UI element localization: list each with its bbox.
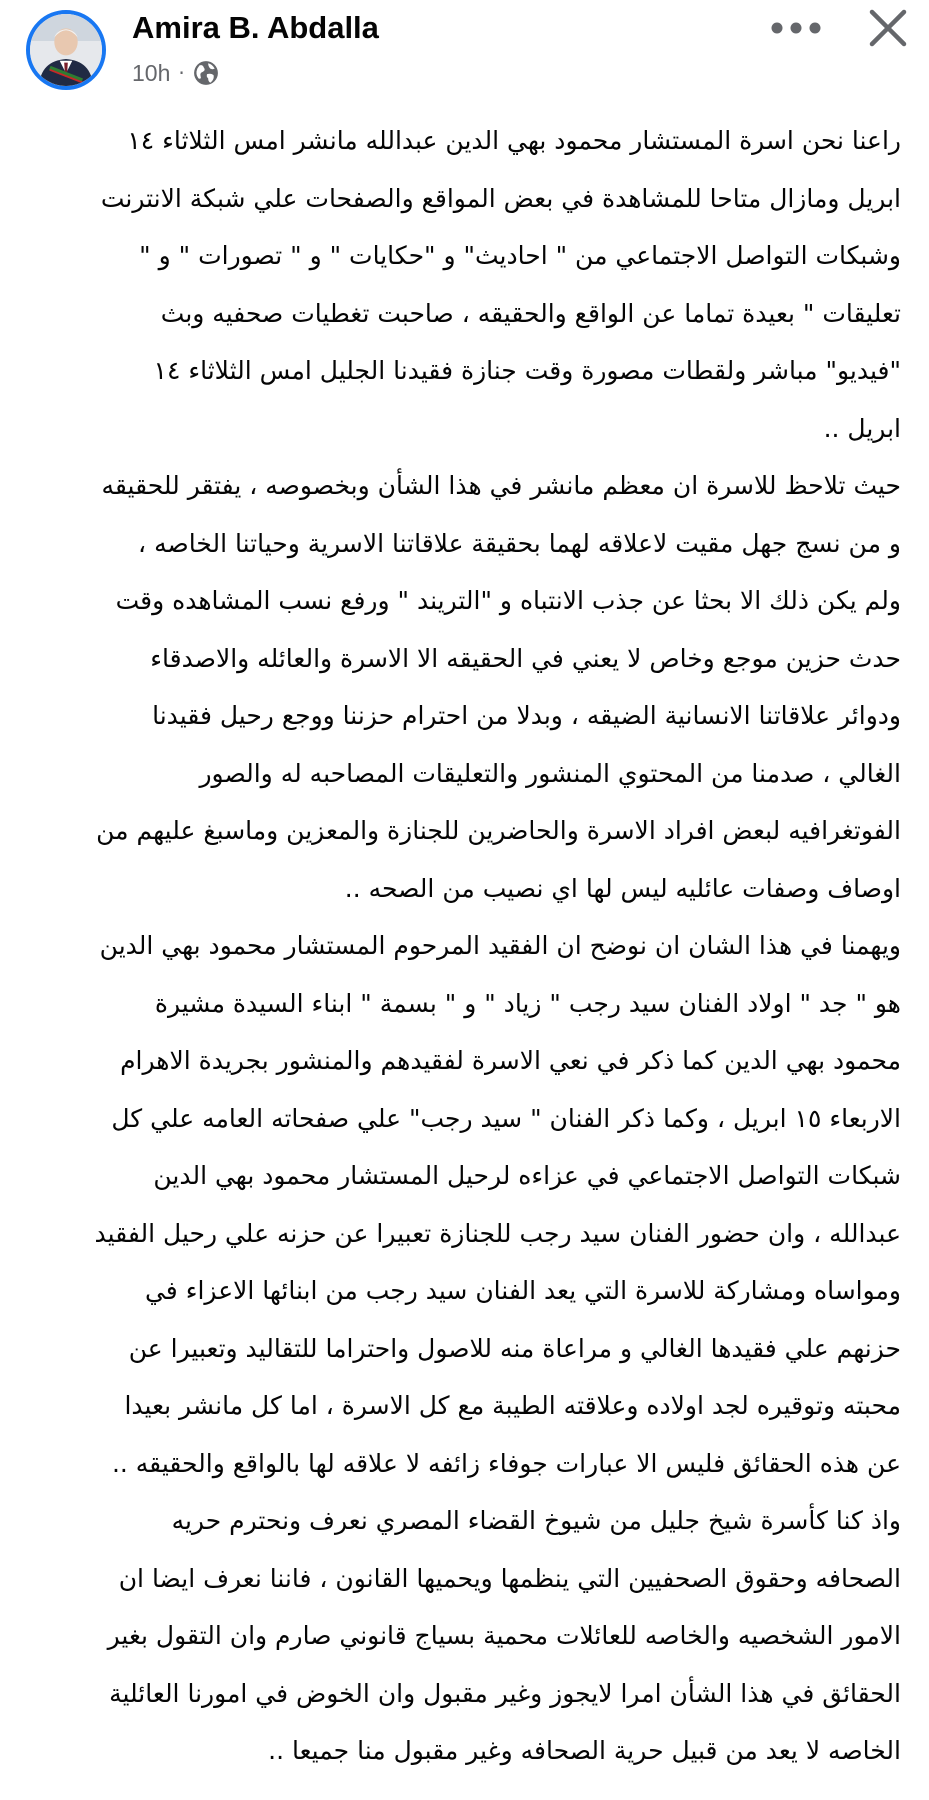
post-meta (132, 58, 219, 88)
post-text-line: ولم يكن ذلك الا بحثا عن جذب الانتباه و "التريند " ورفع نسب المشاهده وقت (115, 586, 901, 615)
globe-icon[interactable] (193, 60, 219, 86)
post-text-line: محمود بهي الدين كما ذكر في نعي الاسرة لفقيدهم والمنشور بجريدة الاهرام (120, 1046, 901, 1075)
post-text-line: حزنهم علي فقيدها الغالي و مراعاة منه للاصول واحتراما للتقاليد وتعبيرا عن (128, 1333, 901, 1363)
post-text-line: ومواساه ومشاركة للاسرة التي يعد الفنان سيد رجب من ابنائها الاعزاء في (144, 1276, 901, 1305)
post-text-line: الصحافه وحقوق الصحفيين التي ينظمها ويحميها القانون ، فاننا نعرف ايضا ان (118, 1563, 901, 1593)
post-text-line: عن هذه الحقائق فليس الا عبارات جوفاء زائفه لا علاقه لها بالواقع والحقيقه .. (111, 1448, 901, 1478)
post-text-line: الخاصه لا يعد من قبيل حرية الصحافه وغير مقبول منا جميعا .. (268, 1736, 901, 1765)
post-text-line: ابريل .. (823, 413, 901, 443)
meta-separator: · (178, 61, 185, 85)
author-name[interactable]: Amira B. Abdalla (132, 10, 379, 45)
post-text-line: "فيديو" مباشر ولقطات مصورة وقت جنازة فقيدنا الجليل امس الثلاثاء ١٤ (153, 356, 901, 385)
more-options-button[interactable] (764, 6, 828, 50)
avatar-photo (30, 14, 102, 86)
post-text-line: راعنا نحن اسرة المستشار محمود بهي الدين عبدالله مانشر امس الثلاثاء ١٤ (127, 126, 901, 155)
post-body (28, 112, 901, 1780)
post-text-line: الفوتغرافيه لبعض افراد الاسرة والحاضرين للجنازة والمعزين وماسبغ عليهم من (96, 816, 901, 845)
post-text-line: ابريل ومازال متاحا للمشاهدة في بعض المواقع والصفحات علي شبكة الانترنت (100, 183, 901, 213)
post-text-line: الاربعاء ١٥ ابريل ، وكما ذكر الفنان " سيد رجب" علي صفحاته العامه علي كل (111, 1103, 901, 1133)
post-text-line: محبته وتوقيره لجد اولاده وعلاقته الطيبة مع كل الاسرة ، اما كل مانشر بعيدا (124, 1391, 901, 1420)
ellipsis-icon (770, 21, 822, 35)
close-icon (868, 8, 908, 48)
post-text-line: شبكات التواصل الاجتماعي في عزاءه لرحيل المستشار محمود بهي الدين (153, 1161, 901, 1190)
post-text-line: تعليقات " بعيدة تماما عن الواقع والحقيقه ، صاحبت تغطيات صحفيه وبث (160, 298, 901, 328)
post-text-line: ودوائر علاقاتنا الانسانية الضيقه ، وبدلا من احترام حزننا ووجع رحيل فقيدنا (152, 701, 901, 730)
post-text-line: اوصاف وصفات عائليه ليس لها اي نصيب من الصحه .. (344, 873, 901, 903)
post-text-line: عبدالله ، وان حضور الفنان سيد رجب للجنازة تعبيرا عن حزنه علي رحيل الفقيد (94, 1218, 901, 1248)
post-header (0, 0, 929, 110)
author-avatar[interactable] (26, 10, 106, 90)
post-text-line: حيث تلاحظ للاسرة ان معظم مانشر في هذا الشأن وبخصوصه ، يفتقر للحقيقه (101, 471, 901, 500)
post-timestamp[interactable]: 10h (132, 59, 171, 86)
post-text-line: الامور الشخصيه والخاصه للعائلات محمية بسياج قانوني صارم وان التقول بغير (107, 1621, 901, 1650)
post-text-line: حدث حزين موجع وخاص لا يعني في الحقيقه الا الاسرة والعائله والاصدقاء (150, 643, 901, 673)
post-text-line: ويهمنا في هذا الشان ان نوضح ان الفقيد المرحوم المستشار محمود بهي الدين (99, 931, 901, 960)
post-text-line: و من نسج جهل مقيت لاعلاقه لهما بحقيقة علاقاتنا الاسرية وحياتنا الخاصه ، (138, 528, 901, 558)
post-text-line: الغالي ، صدمنا من المحتوي المنشور والتعليقات المصاحبه له والصور (199, 758, 901, 788)
post-text-line: واذ كنا كأسرة شيخ جليل من شيوخ القضاء المصري نعرف ونحترم حريه (171, 1506, 901, 1535)
close-button[interactable] (864, 4, 912, 52)
post-text-line: وشبكات التواصل الاجتماعي من " احاديث" و "حكايات " و " تصورات " و " (139, 241, 901, 270)
post-text-line: هو " جد " اولاد الفنان سيد رجب " زياد " و " بسمة " ابناء السيدة مشيرة (154, 988, 901, 1018)
post-text-line: الحقائق في هذا الشأن امرا لايجوز وغير مقبول وان الخوض في امورنا العائلية (109, 1678, 901, 1708)
